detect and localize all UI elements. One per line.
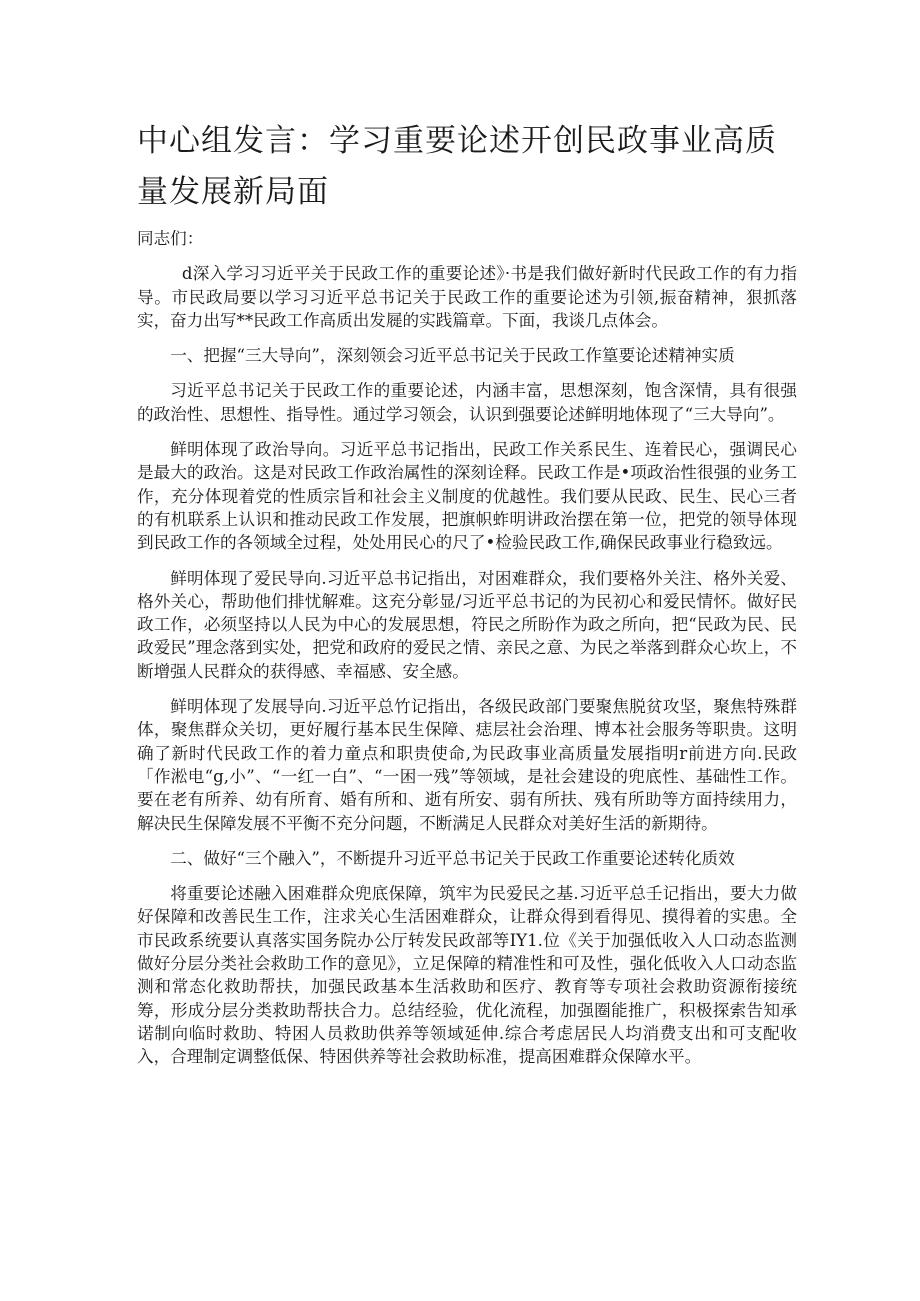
paragraph: 鲜明体现了爱民导向.习近平总书记指出，对困难群众，我们要格外关注、格外关爱、格外关心，帮助他们排忧解难。这充分彰显/习近平总书记的为民初心和爱民情怀。做好民政工作，必须坚持以人民为中心的发展思想，符民之所盼作为政之所向，把“民政为民、民政爱民”理念落到实处，把党和政府的爱民之情、亲民之意、为民之举落到群众心坎上，不断增强人民群众的获得感、幸福感、安全感。 xyxy=(137,568,797,681)
section-heading-1: 一、把握“三大导向”，深刻领会习近平总书记关于民政工作篁要论述精神实质 xyxy=(170,346,735,366)
paragraph: 鲜明体现了发展导向.习近平总竹记指出，各级民政部门要聚焦脱贫攻坚，聚焦特殊群体，聚焦群众关切，更好履行基本民生保障、痣层社会治理、博本社会服务等职贵。这明确了新时代民政工作的着力童点和职贵使命,为民政事业高质量发展指明r前进方向.民政「作淞电“g,小”、“一红一白”、“一困一残”等领域，是社会建设的兜底性、基础性工作。要在老有所养、幼有所育、婚有所和、逝有所安、弱有所扶、残有所助等方面持续用力，解决民生保障发展不平衡不充分问题，不断满足人民群众对美好生活的新期待。 xyxy=(137,697,797,833)
paragraph: 习近平总书记关于民政工作的重要论述，内涵丰富，思想深刻，饱含深情，具有很强的政治性、思想性、指导性。通过学习领会，认识到强要论述鲜明地体现了“三大导向”。 xyxy=(137,381,797,424)
salutation: 同志们： xyxy=(137,229,204,248)
paragraph: 将重要论述融入困难群众兜底保障，筑牢为民爱民之基.习近平总壬记指出，要大力做好保障和改善民生工作，注求关心生活困难群众，让群众得到看得见、摸得着的实患。全市民政系统要认真落实国务院办公厅转发民政部等IY1.位《关于加强低收入人口动态监测做好分层分类社会救助工作的意见》，立足保障的精准性和可及性，强化低收入人口动态监测和常态化救助帮扶，加强民政基本生活救助和医疗、教育等专项社会救助资源衔接统筹，形成分层分类救助帮扶合力。总结经验，优化流程，加强圈能推广，积极探索告知承诺制向临时救助、特困人员救助供养等领域延伸.综合考虑居民人均消费支出和可支配收入，合理制定调整低保、特困供养等社会救助标准，提高困难群众保障水平。 xyxy=(137,884,797,1067)
paragraph: 鲜明体现了政治导向。习近平总书记指出，民政工作关系民生、连着民心，强调民心是最大的政治。这是对民政工作政治属性的深刻诠释。民政工作是•项政治性很强的业务工作，充分体现着党的性质宗旨和社会主义制度的优越性。我们要从民政、民生、民心三者的有机联系上认识和推动民政工作发展，把旗帜蚱明讲政治摆在第一位，把党的领导体现到民政工作的各领域全过程，处处用民心的尺了•检验民政工作,确保民政事业行稳致远。 xyxy=(137,440,797,553)
section-heading-2: 二、做好“三个融入”，不断提升习近平总书记关于民政工作重要论述转化质效 xyxy=(170,848,735,868)
document-body xyxy=(137,227,797,1069)
paragraph-intro: d深入学习习近平关于民政工作的重要论述》·书是我们做好新时代民政工作的有力指导。市民政局要以学习习近平总书记关于民政工作的重要论述为引领,振奋精神，狠抓落实，奋力出写**民政工作高质出发屣的实践篇章。下面，我谈几点体会。 xyxy=(137,264,797,330)
document-title: 中心组发言：学习重要论述开创民政事业高质量发展新局面 xyxy=(137,123,777,210)
